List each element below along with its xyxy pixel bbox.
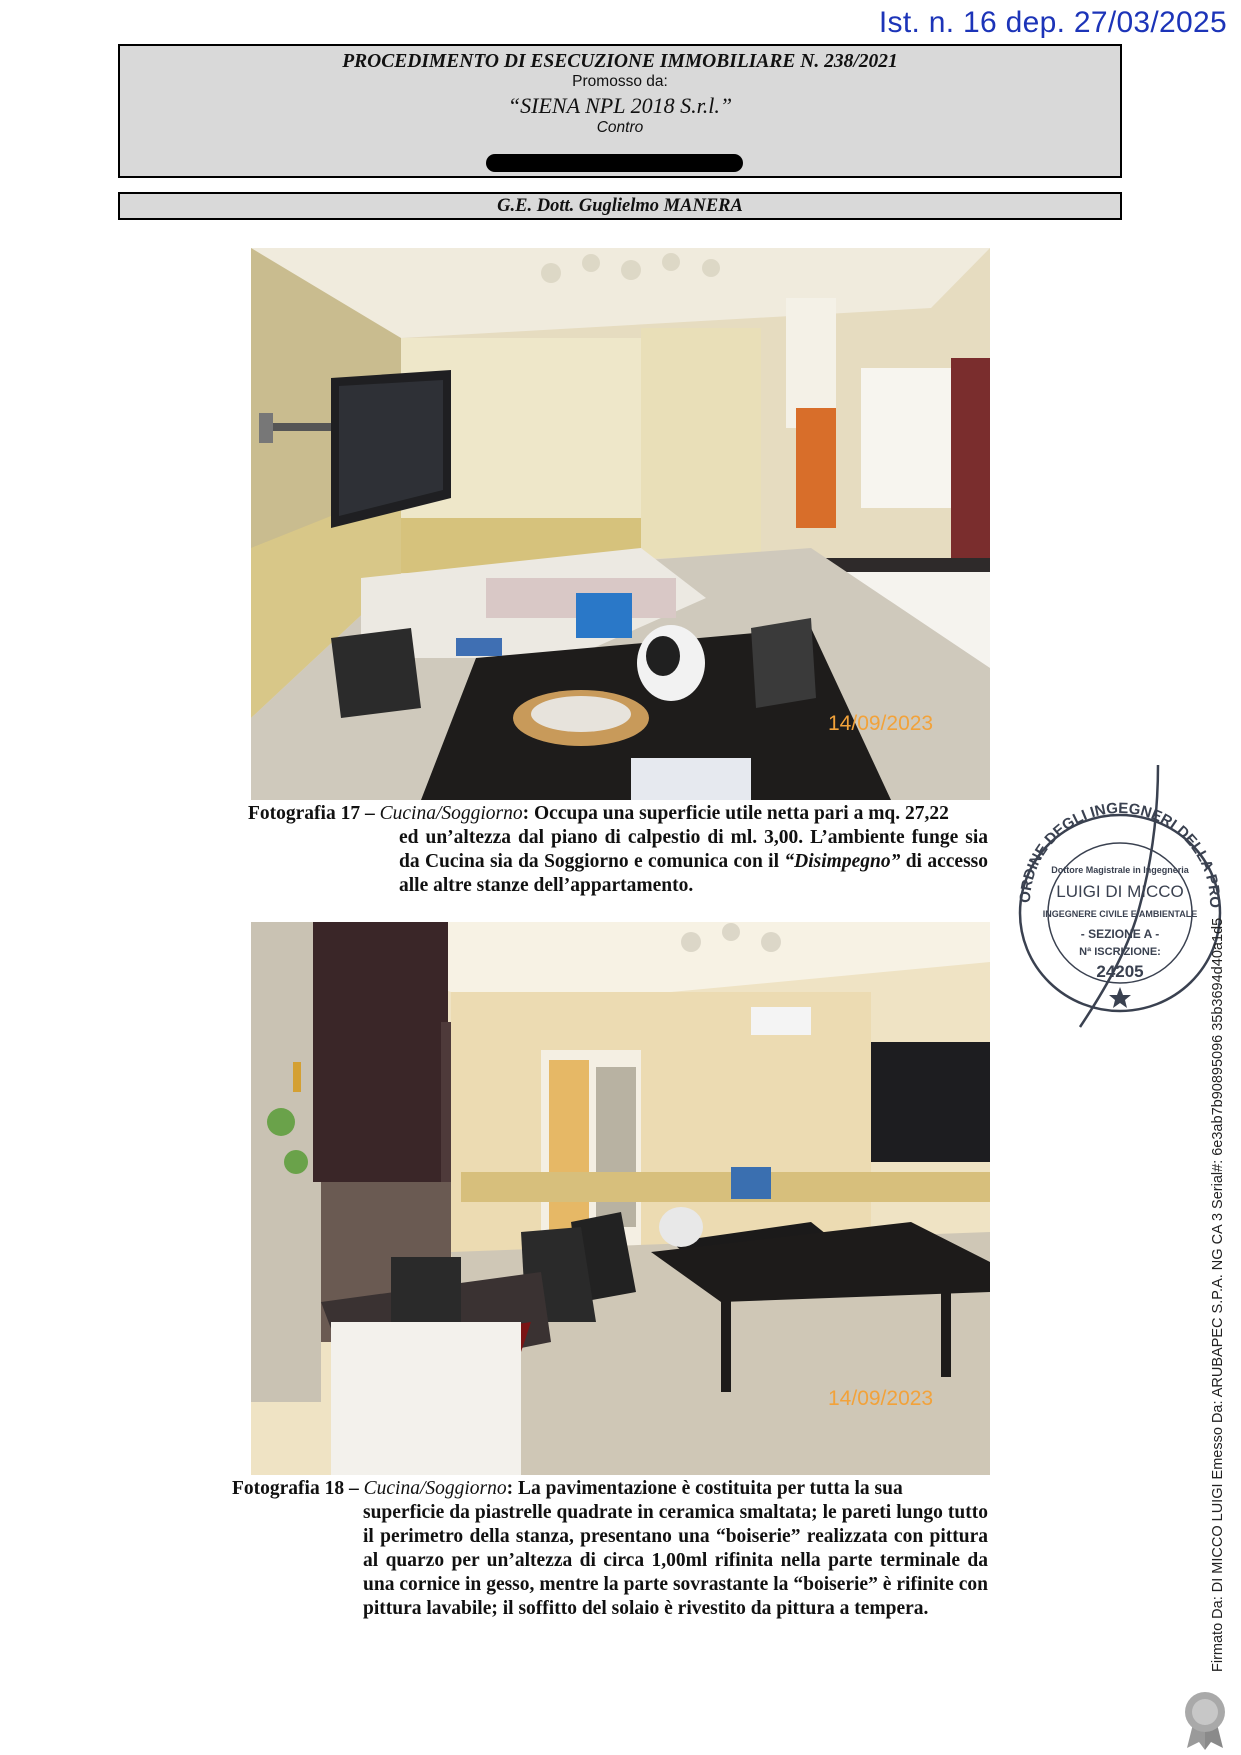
contro-label: Contro (596, 119, 644, 136)
photo-18-body: superficie da piastrelle quadrate in ceramica smaltata; le pareti lungo tutto il perimetro della stanza, presentano una “boiserie” realizzata con pittura al quarzo per un’altezza di circa 1,00ml rifinita nella parte terminale da una cornice in gesso, mentre la parte sovrastante la “boiserie” è rifinite con pittura lavabile; il soffitto del solaio è rivestito da pittura a tempera. (363, 1502, 988, 1619)
photo-17-kitchen-living (251, 248, 990, 800)
photo-17-body-b: di accesso alle altre stanze dell’appartamento. (399, 851, 988, 896)
deposit-reference: Ist. n. 16 dep. 27/03/2025 (878, 6, 1227, 39)
photo-18-date-stamp: 14/09/2023 (828, 1387, 934, 1410)
stamp-reg-label: Nª ISCRIZIONE: (1079, 946, 1161, 958)
digital-seal-icon (1183, 1690, 1227, 1750)
digital-signature-line: Firmato Da: DI MICCO LUIGI Emesso Da: ARUBAPEC S.P.A. NG CA 3 Serial#: 6e3ab7b90895096 35b3694d40a1d5 (1210, 917, 1226, 1672)
photo-18-label: Fotografia 18 – (232, 1478, 364, 1499)
stamp-line3: INGEGNERE CIVILE E AMBIENTALE (1042, 909, 1198, 919)
stamp-star-icon (1109, 987, 1131, 1008)
photo-17-body-emph: “Disimpegno” (784, 851, 901, 872)
stamp-name: LUIGI DI MICCO (1056, 882, 1184, 901)
stamp-line1: Dottore Magistrale in Ingegneria (1051, 865, 1189, 875)
photo-17-label: Fotografia 17 – (248, 803, 380, 824)
case-header (118, 44, 1122, 178)
judge-box (118, 192, 1122, 220)
photo-18-kitchen-living (251, 922, 990, 1475)
photo-17-date-stamp: 14/09/2023 (828, 712, 934, 735)
photo-18-first-line: : La pavimentazione è costituita per tutta la sua (506, 1478, 903, 1499)
plaintiff-company: “SIENA NPL 2018 S.r.l.” (507, 93, 733, 118)
stamp-ring-text: ORDINE DEGLI INGEGNERI DELLA PRO (1016, 799, 1224, 908)
photo-17-body-a: ed un’altezza dal piano di calpestio di ml. 3,00. L’ambiente funge sia da Cucina sia da Soggiorno e comunica con il (399, 827, 988, 872)
photo-18-caption (232, 1477, 988, 1621)
photo-17-caption (248, 802, 988, 898)
photo-18-room: Cucina/Soggiorno (363, 1478, 507, 1499)
case-title: PROCEDIMENTO DI ESECUZIONE IMMOBILIARE N. 238/2021 (342, 51, 898, 72)
stamp-reg-number: 24205 (1096, 962, 1144, 981)
stamp-section: - SEZIONE A - (1080, 927, 1160, 941)
photo-17-room: Cucina/Soggiorno (379, 803, 523, 824)
photo-17-first-line: : Occupa una superficie utile netta pari a mq. 27,22 (522, 803, 949, 824)
redacted-defendant-bar (486, 154, 743, 172)
promoted-by-label: Promosso da: (572, 73, 668, 90)
engineer-stamp (1008, 755, 1230, 1045)
judge-name: G.E. Dott. Guglielmo MANERA (497, 196, 743, 216)
